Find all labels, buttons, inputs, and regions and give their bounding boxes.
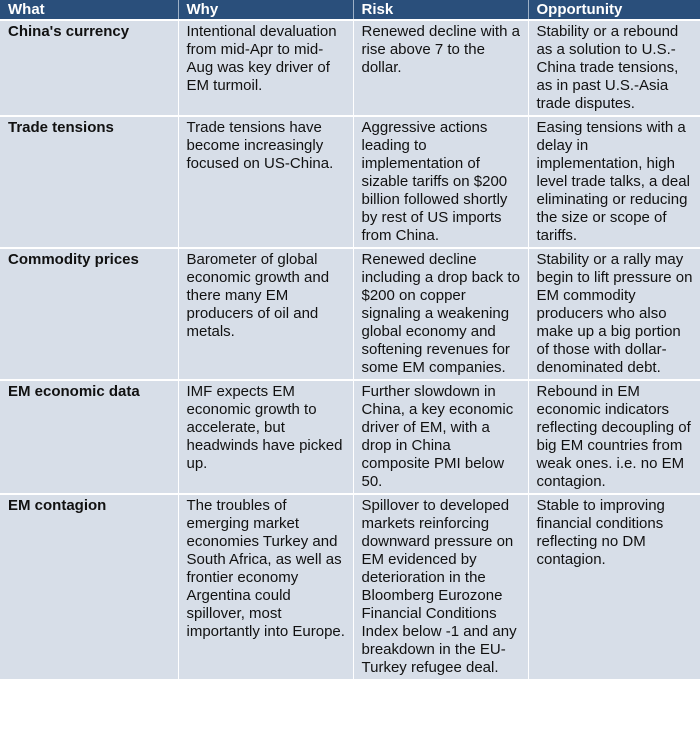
cell-what: Trade tensions — [0, 116, 178, 248]
cell-why: Intentional devaluation from mid-Apr to mid-Aug was key driver of EM turmoil. — [178, 20, 353, 116]
cell-what: Commodity prices — [0, 248, 178, 380]
table-row — [0, 20, 700, 116]
cell-what: EM economic data — [0, 380, 178, 494]
header-why: Why — [178, 0, 353, 20]
cell-why: Trade tensions have become increasingly focused on US-China. — [178, 116, 353, 248]
cell-what: China's currency — [0, 20, 178, 116]
table-body — [0, 20, 700, 679]
cell-opportunity: Stability or a rebound as a solution to U.S.-China trade tensions, as in past U.S.-Asia trade disputes. — [528, 20, 700, 116]
cell-opportunity: Rebound in EM economic indicators reflecting decoupling of big EM countries from weak ones. i.e. no EM contagion. — [528, 380, 700, 494]
table-row — [0, 248, 700, 380]
header-row — [0, 0, 700, 20]
cell-why: Barometer of global economic growth and there many EM producers of oil and metals. — [178, 248, 353, 380]
cell-why: IMF expects EM economic growth to accelerate, but headwinds have picked up. — [178, 380, 353, 494]
cell-why: The troubles of emerging market economies Turkey and South Africa, as well as frontier economy Argentina could spillover, most importantly into Europe. — [178, 494, 353, 679]
cell-risk: Further slowdown in China, a key economic driver of EM, with a drop in China composite PMI below 50. — [353, 380, 528, 494]
cell-opportunity: Easing tensions with a delay in implementation, high level trade talks, a deal eliminating or reducing the size or scope of tariffs. — [528, 116, 700, 248]
cell-risk: Spillover to developed markets reinforcing downward pressure on EM evidenced by deterioration in the Bloomberg Eurozone Financial Conditions Index below -1 and any breakdown in the EU-Turkey refugee deal. — [353, 494, 528, 679]
header-risk: Risk — [353, 0, 528, 20]
cell-opportunity: Stable to improving financial conditions reflecting no DM contagion. — [528, 494, 700, 679]
header-opportunity: Opportunity — [528, 0, 700, 20]
table-header — [0, 0, 700, 20]
cell-risk: Renewed decline with a rise above 7 to the dollar. — [353, 20, 528, 116]
cell-risk: Aggressive actions leading to implementation of sizable tariffs on $200 billion followed shortly by rest of US imports from China. — [353, 116, 528, 248]
cell-risk: Renewed decline including a drop back to $200 on copper signaling a weakening global economy and softening revenues for some EM companies. — [353, 248, 528, 380]
table-row — [0, 380, 700, 494]
cell-what: EM contagion — [0, 494, 178, 679]
header-what: What — [0, 0, 178, 20]
table-row — [0, 494, 700, 679]
cell-opportunity: Stability or a rally may begin to lift pressure on EM commodity producers who also make up a big portion of those with dollar-denominated debt. — [528, 248, 700, 380]
table-row — [0, 116, 700, 248]
